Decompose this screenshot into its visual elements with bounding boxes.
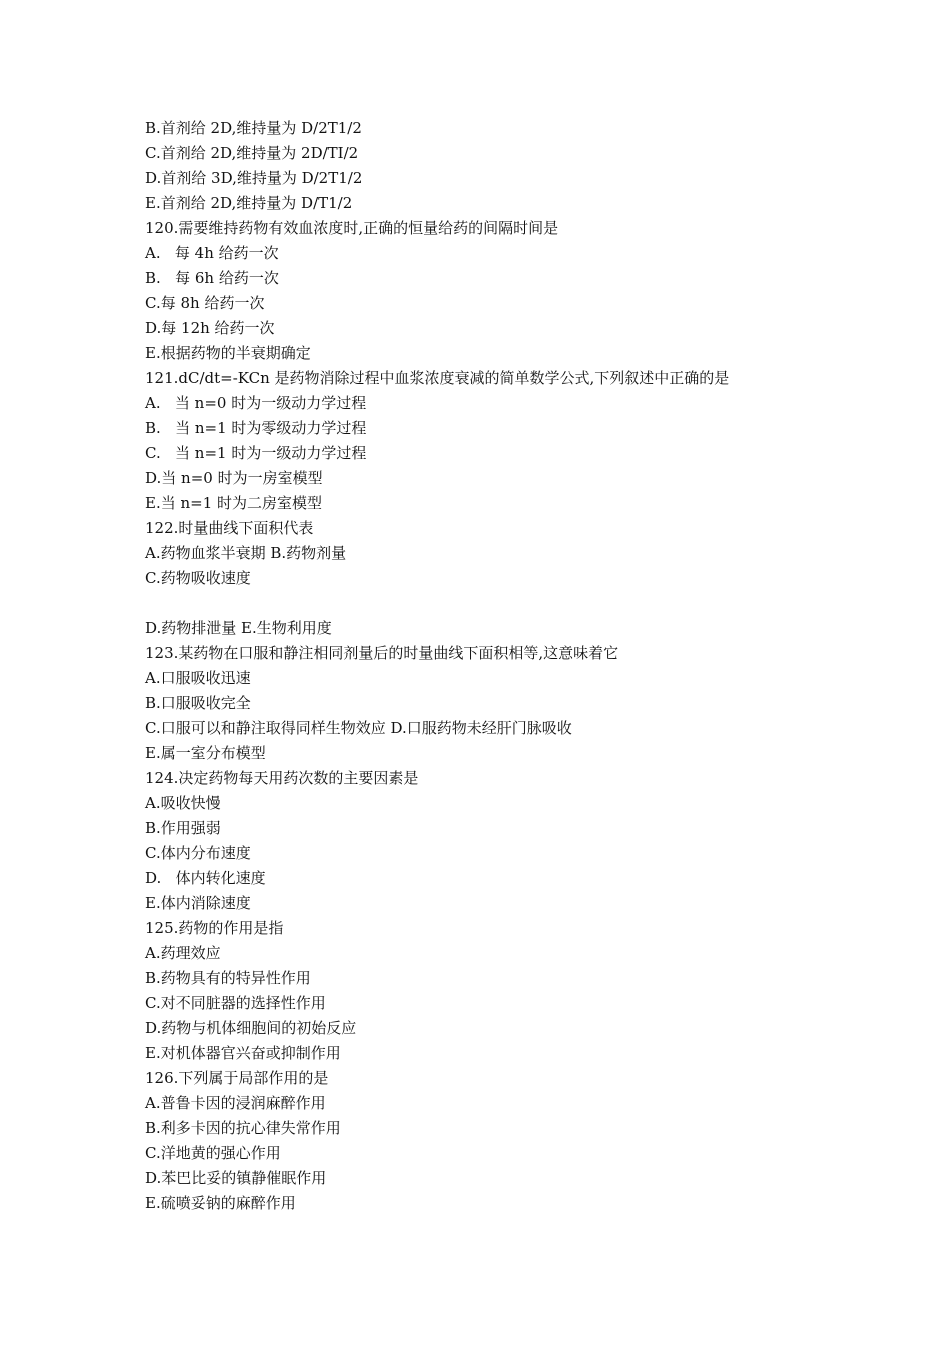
text-line: C.口服可以和静注取得同样生物效应 D.口服药物未经肝门脉吸收 bbox=[145, 719, 572, 737]
text-line: E.对机体器官兴奋或抑制作用 bbox=[145, 1044, 341, 1062]
text-line: D.每 12h 给药一次 bbox=[145, 319, 275, 337]
text-line: B.作用强弱 bbox=[145, 819, 221, 837]
text-line: C.体内分布速度 bbox=[145, 844, 251, 862]
question-124-title: 124.决定药物每天用药次数的主要因素是 bbox=[145, 769, 419, 787]
text-line: C.每 8h 给药一次 bbox=[145, 294, 265, 312]
question-126-title: 126.下列属于局部作用的是 bbox=[145, 1069, 329, 1087]
text-line: E.硫喷妥钠的麻醉作用 bbox=[145, 1194, 296, 1212]
text-line: B.口服吸收完全 bbox=[145, 694, 251, 712]
text-line: A.药物血浆半衰期 B.药物剂量 bbox=[145, 544, 347, 562]
text-line: D.药物与机体细胞间的初始反应 bbox=[145, 1019, 357, 1037]
text-line: E.首剂给 2D,维持量为 D/T1/2 bbox=[145, 194, 353, 212]
question-122-title: 122.时量曲线下面积代表 bbox=[145, 519, 314, 537]
text-line: B.利多卡因的抗心律失常作用 bbox=[145, 1119, 341, 1137]
text-line: D.苯巴比妥的镇静催眠作用 bbox=[145, 1169, 327, 1187]
text-line: D.当 n=0 时为一房室模型 bbox=[145, 469, 323, 487]
text-line: E.当 n=1 时为二房室模型 bbox=[145, 494, 323, 512]
text-line: E.属一室分布模型 bbox=[145, 744, 266, 762]
text-line: A.口服吸收迅速 bbox=[145, 669, 251, 687]
question-text-block bbox=[145, 116, 845, 1216]
text-line: A.普鲁卡因的浸润麻醉作用 bbox=[145, 1094, 326, 1112]
text-line: C.洋地黄的强心作用 bbox=[145, 1144, 281, 1162]
text-line: A. 当 n=0 时为一级动力学过程 bbox=[145, 394, 367, 412]
question-123-title: 123.某药物在口服和静注相同剂量后的时量曲线下面积相等,这意味着它 bbox=[145, 644, 619, 662]
text-line: A. 每 4h 给药一次 bbox=[145, 244, 279, 262]
question-120-title: 120.需要维持药物有效血浓度时,正确的恒量给药的间隔时间是 bbox=[145, 219, 559, 237]
text-line: C.药物吸收速度 bbox=[145, 569, 251, 587]
text-line: A.药理效应 bbox=[145, 944, 221, 962]
text-line: E.体内消除速度 bbox=[145, 894, 251, 912]
text-line: E.根据药物的半衰期确定 bbox=[145, 344, 311, 362]
question-121-title: 121.dC/dt=-KCn 是药物消除过程中血浆浓度衰减的简单数学公式,下列叙述中正确的是 bbox=[145, 369, 730, 387]
text-line: C.首剂给 2D,维持量为 2D/TI/2 bbox=[145, 144, 359, 162]
question-125-title: 125.药物的作用是指 bbox=[145, 919, 284, 937]
text-line: C. 当 n=1 时为一级动力学过程 bbox=[145, 444, 367, 462]
text-line: C.对不同脏器的选择性作用 bbox=[145, 994, 326, 1012]
text-line: B.药物具有的特异性作用 bbox=[145, 969, 311, 987]
text-line: B. 每 6h 给药一次 bbox=[145, 269, 279, 287]
text-line: D.药物排泄量 E.生物利用度 bbox=[145, 619, 332, 637]
text-line: B.首剂给 2D,维持量为 D/2T1/2 bbox=[145, 119, 362, 137]
text-line: B. 当 n=1 时为零级动力学过程 bbox=[145, 419, 367, 437]
text-line: A.吸收快慢 bbox=[145, 794, 221, 812]
text-line: D. 体内转化速度 bbox=[145, 869, 266, 887]
blank-gap bbox=[145, 591, 845, 616]
text-line: D.首剂给 3D,维持量为 D/2T1/2 bbox=[145, 169, 363, 187]
